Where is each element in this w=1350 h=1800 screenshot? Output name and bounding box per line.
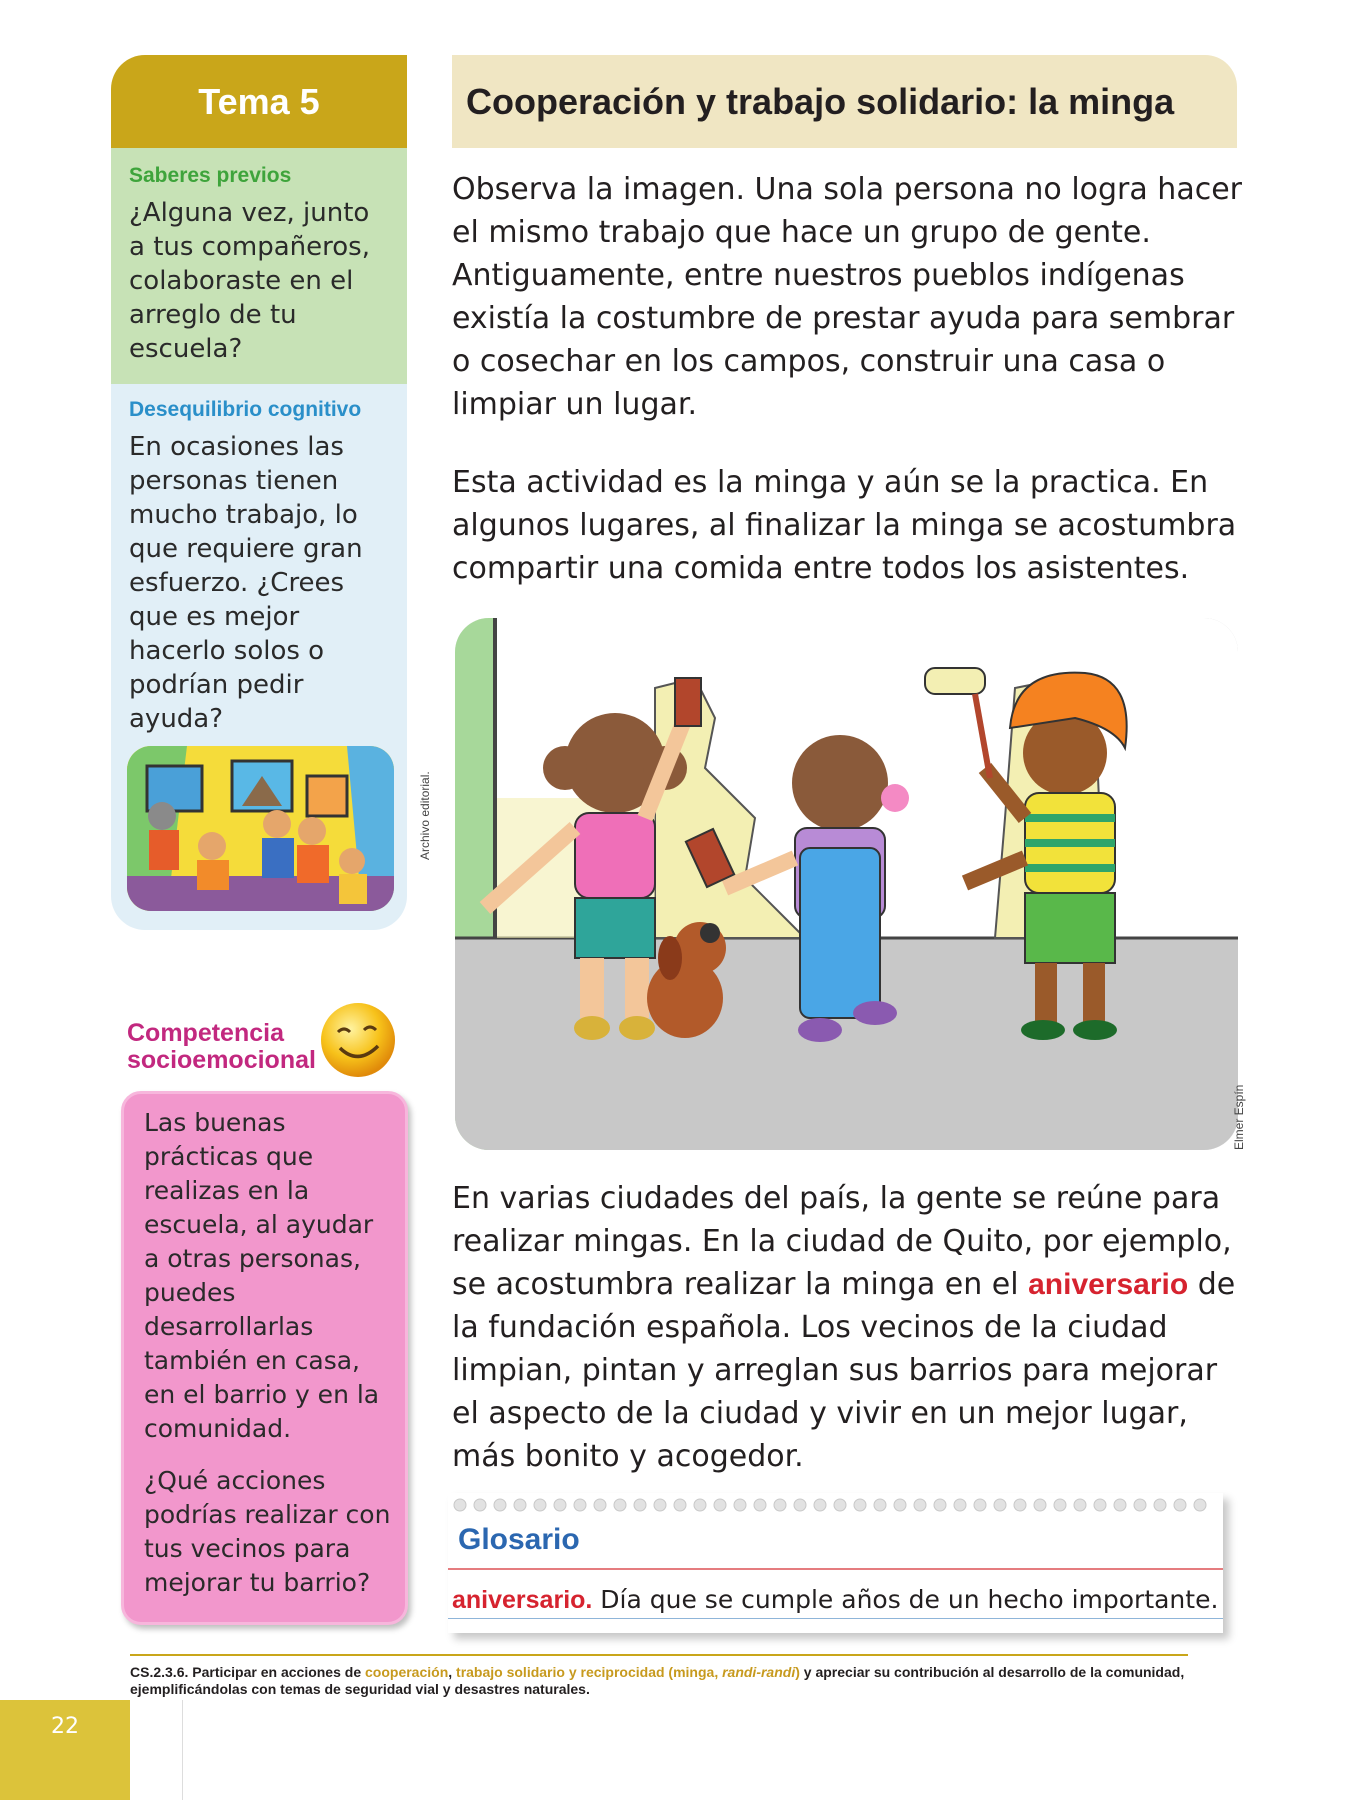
competencia-text-2: ¿Qué acciones podrías realizar con tus vecinos para mejorar tu barrio?	[144, 1466, 391, 1597]
illustration-credit: Elmer Espín	[1232, 1084, 1246, 1150]
saberes-previos-title: Saberes previos	[129, 164, 292, 187]
competencia-title	[127, 1020, 316, 1074]
footer-keyword-1: cooperación	[365, 1664, 449, 1680]
desequilibrio-cognitivo-title: Desequilibrio cognitivo	[129, 398, 362, 421]
minga-drawing	[455, 618, 1238, 1150]
competencia-title-line1: Competencia	[127, 1019, 284, 1047]
spiral-binding-icon	[448, 1493, 1223, 1517]
paragraph-3-part-a: En varias ciudades del país, la gente se reúne para realizar mingas. En la ciudad de Quito, por ejemplo, se acostumbra realizar la minga en el	[452, 1181, 1232, 1302]
page-margin-rule	[182, 1700, 183, 1800]
paragraph-2: Esta actividad es la minga y aún se la practica. En algunos lugares, al finalizar la minga se acostumbra compartir una comida entre todos los asistentes.	[452, 465, 1237, 586]
glosario-title: Glosario	[458, 1523, 580, 1556]
competencia-text-1: Las buenas prácticas que realizas en la escuela, al ayudar a otras personas, puedes desarrollarlas también en casa, en el barrio y en la comunidad.	[144, 1108, 380, 1443]
footer-keyword-4: )	[795, 1664, 800, 1680]
glosario-underline	[448, 1618, 1223, 1619]
paragraph-1: Observa la imagen. Una sola persona no logra hacer el mismo trabajo que hace un grupo de gente. Antiguamente, entre nuestros pueblos indígenas existía la costumbre de prestar ayuda para sembrar o cosechar en los campos, construir una casa o limpiar un lugar.	[452, 172, 1242, 422]
glosario-definition-text: Día que se cumple años de un hecho importante.	[592, 1585, 1219, 1614]
tema-badge	[111, 55, 407, 148]
desequilibrio-cognitivo-text: En ocasiones las personas tienen mucho trabajo, lo que requiere gran esfuerzo. ¿Crees que es mejor hacerlo solos o podrían pedir ayuda?	[129, 432, 363, 734]
classroom-drawing	[127, 746, 394, 911]
footer-keyword-2: trabajo solidario y reciprocidad (minga,	[456, 1664, 723, 1680]
glosario-divider	[448, 1568, 1223, 1570]
glosario-definition	[452, 1585, 1218, 1615]
footer-rule	[130, 1654, 1188, 1656]
photo-credit: Archivo editorial.	[418, 771, 432, 860]
footer-keyword-3: randi-randi	[722, 1664, 796, 1680]
footer-rest: y apreciar su contribución al desarrollo de la comunidad, ejemplificándolas con temas de seguridad vial y desastres naturales.	[130, 1664, 1185, 1697]
saberes-previos-text: ¿Alguna vez, junto a tus compañeros, colaboraste en el arreglo de tu escuela?	[129, 198, 370, 364]
footer-sep: ,	[448, 1664, 457, 1680]
competencia-box	[121, 1091, 408, 1625]
page-title-text: Cooperación y trabajo solidario: la minga	[466, 80, 1175, 122]
classroom-illustration	[127, 746, 394, 911]
paragraph-3-part-b: de la fundación española. Los vecinos de la ciudad limpian, pintan y arreglan sus barrios para mejorar el aspecto de la ciudad y vivir en un mejor lugar, más bonito y acogedor.	[452, 1267, 1236, 1474]
aniversario-highlight: aniversario	[1028, 1268, 1189, 1301]
paragraph-3	[452, 1177, 1242, 1478]
competencia-title-line2: socioemocional	[127, 1046, 316, 1074]
page-number: 22	[51, 1714, 79, 1739]
footer-code: CS.2.3.6. Participar en acciones de	[130, 1664, 365, 1680]
saberes-previos-box	[111, 148, 407, 384]
glosario-box	[448, 1493, 1223, 1633]
tema-label: Tema 5	[198, 80, 320, 122]
curriculum-note	[130, 1664, 1200, 1698]
glosario-term: aniversario.	[452, 1586, 593, 1614]
minga-illustration	[455, 618, 1238, 1150]
page-title	[452, 55, 1237, 148]
smiley-icon	[318, 1000, 398, 1080]
